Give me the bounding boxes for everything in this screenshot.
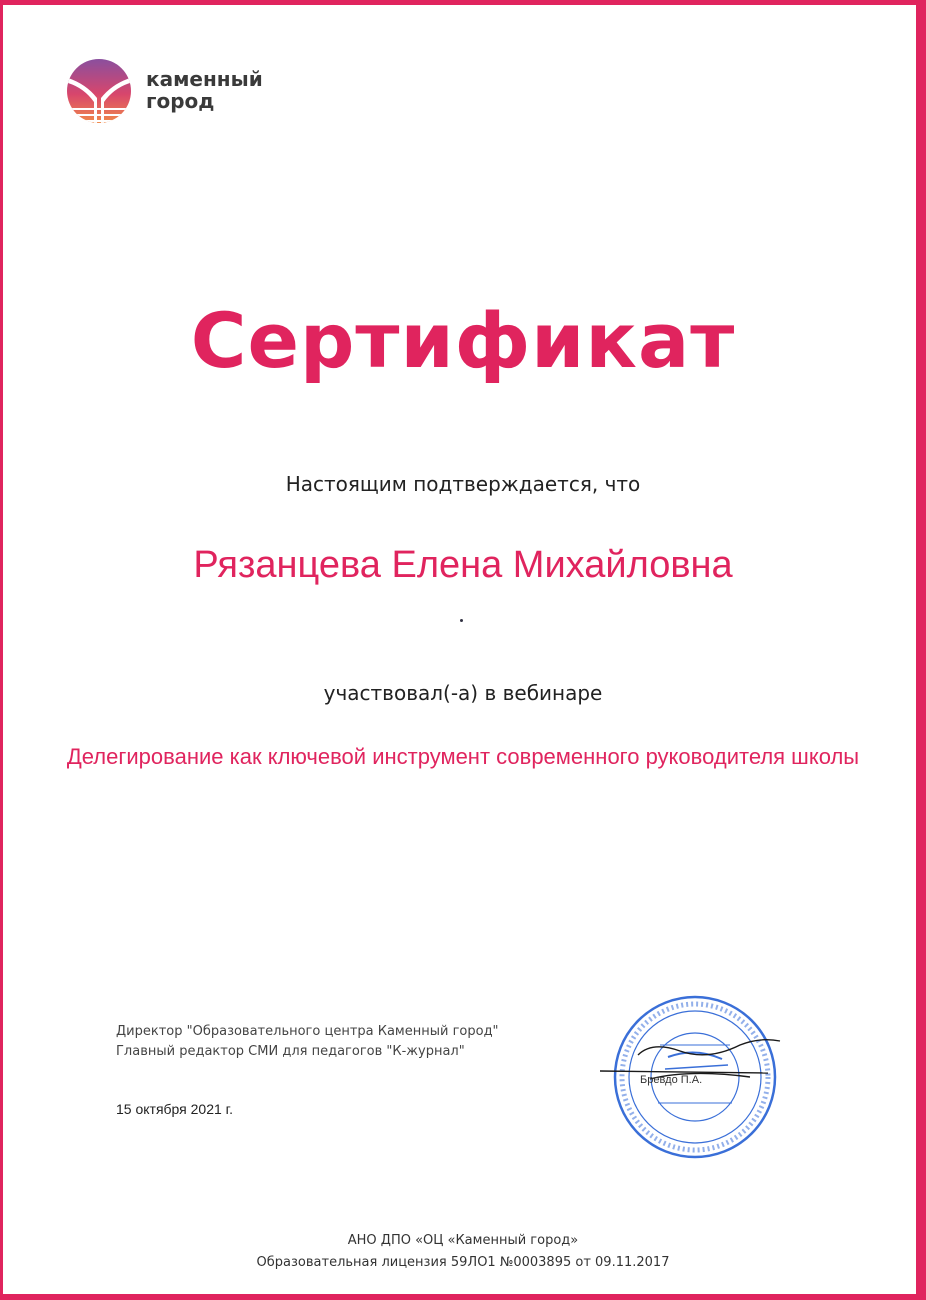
- footer-license: Образовательная лицензия 59ЛО1 №0003895 от 09.11.2017: [256, 1255, 670, 1270]
- logo-text: [146, 68, 286, 112]
- logo-line-1: каменный: [146, 67, 263, 91]
- logo: [66, 56, 276, 128]
- recipient-name: Рязанцева Елена Михайловна: [193, 544, 733, 586]
- logo-mark-icon: [66, 56, 132, 126]
- dot-mark: [460, 619, 463, 622]
- footer-org: АНО ДПО «ОЦ «Каменный город»: [347, 1233, 579, 1248]
- webinar-title: Делегирование как ключевой инструмент современного руководителя школы: [66, 744, 860, 769]
- signer-name: Бревдо П.А.: [640, 1074, 703, 1086]
- logo-line-2: город: [146, 89, 215, 113]
- footer: [0, 1230, 926, 1274]
- signatory-position-2: Главный редактор СМИ для педагогов "К-журнал": [116, 1044, 465, 1059]
- certificate-title: Сертификат: [190, 296, 736, 385]
- participated-text: участвовал(-а) в вебинаре: [323, 681, 603, 705]
- signatory-block: [116, 1022, 596, 1062]
- confirm-text: Настоящим подтверждается, что: [285, 472, 641, 496]
- issue-date: 15 октября 2021 г.: [116, 1101, 233, 1117]
- signatory-position-1: Директор "Образовательного центра Каменный город": [116, 1024, 499, 1039]
